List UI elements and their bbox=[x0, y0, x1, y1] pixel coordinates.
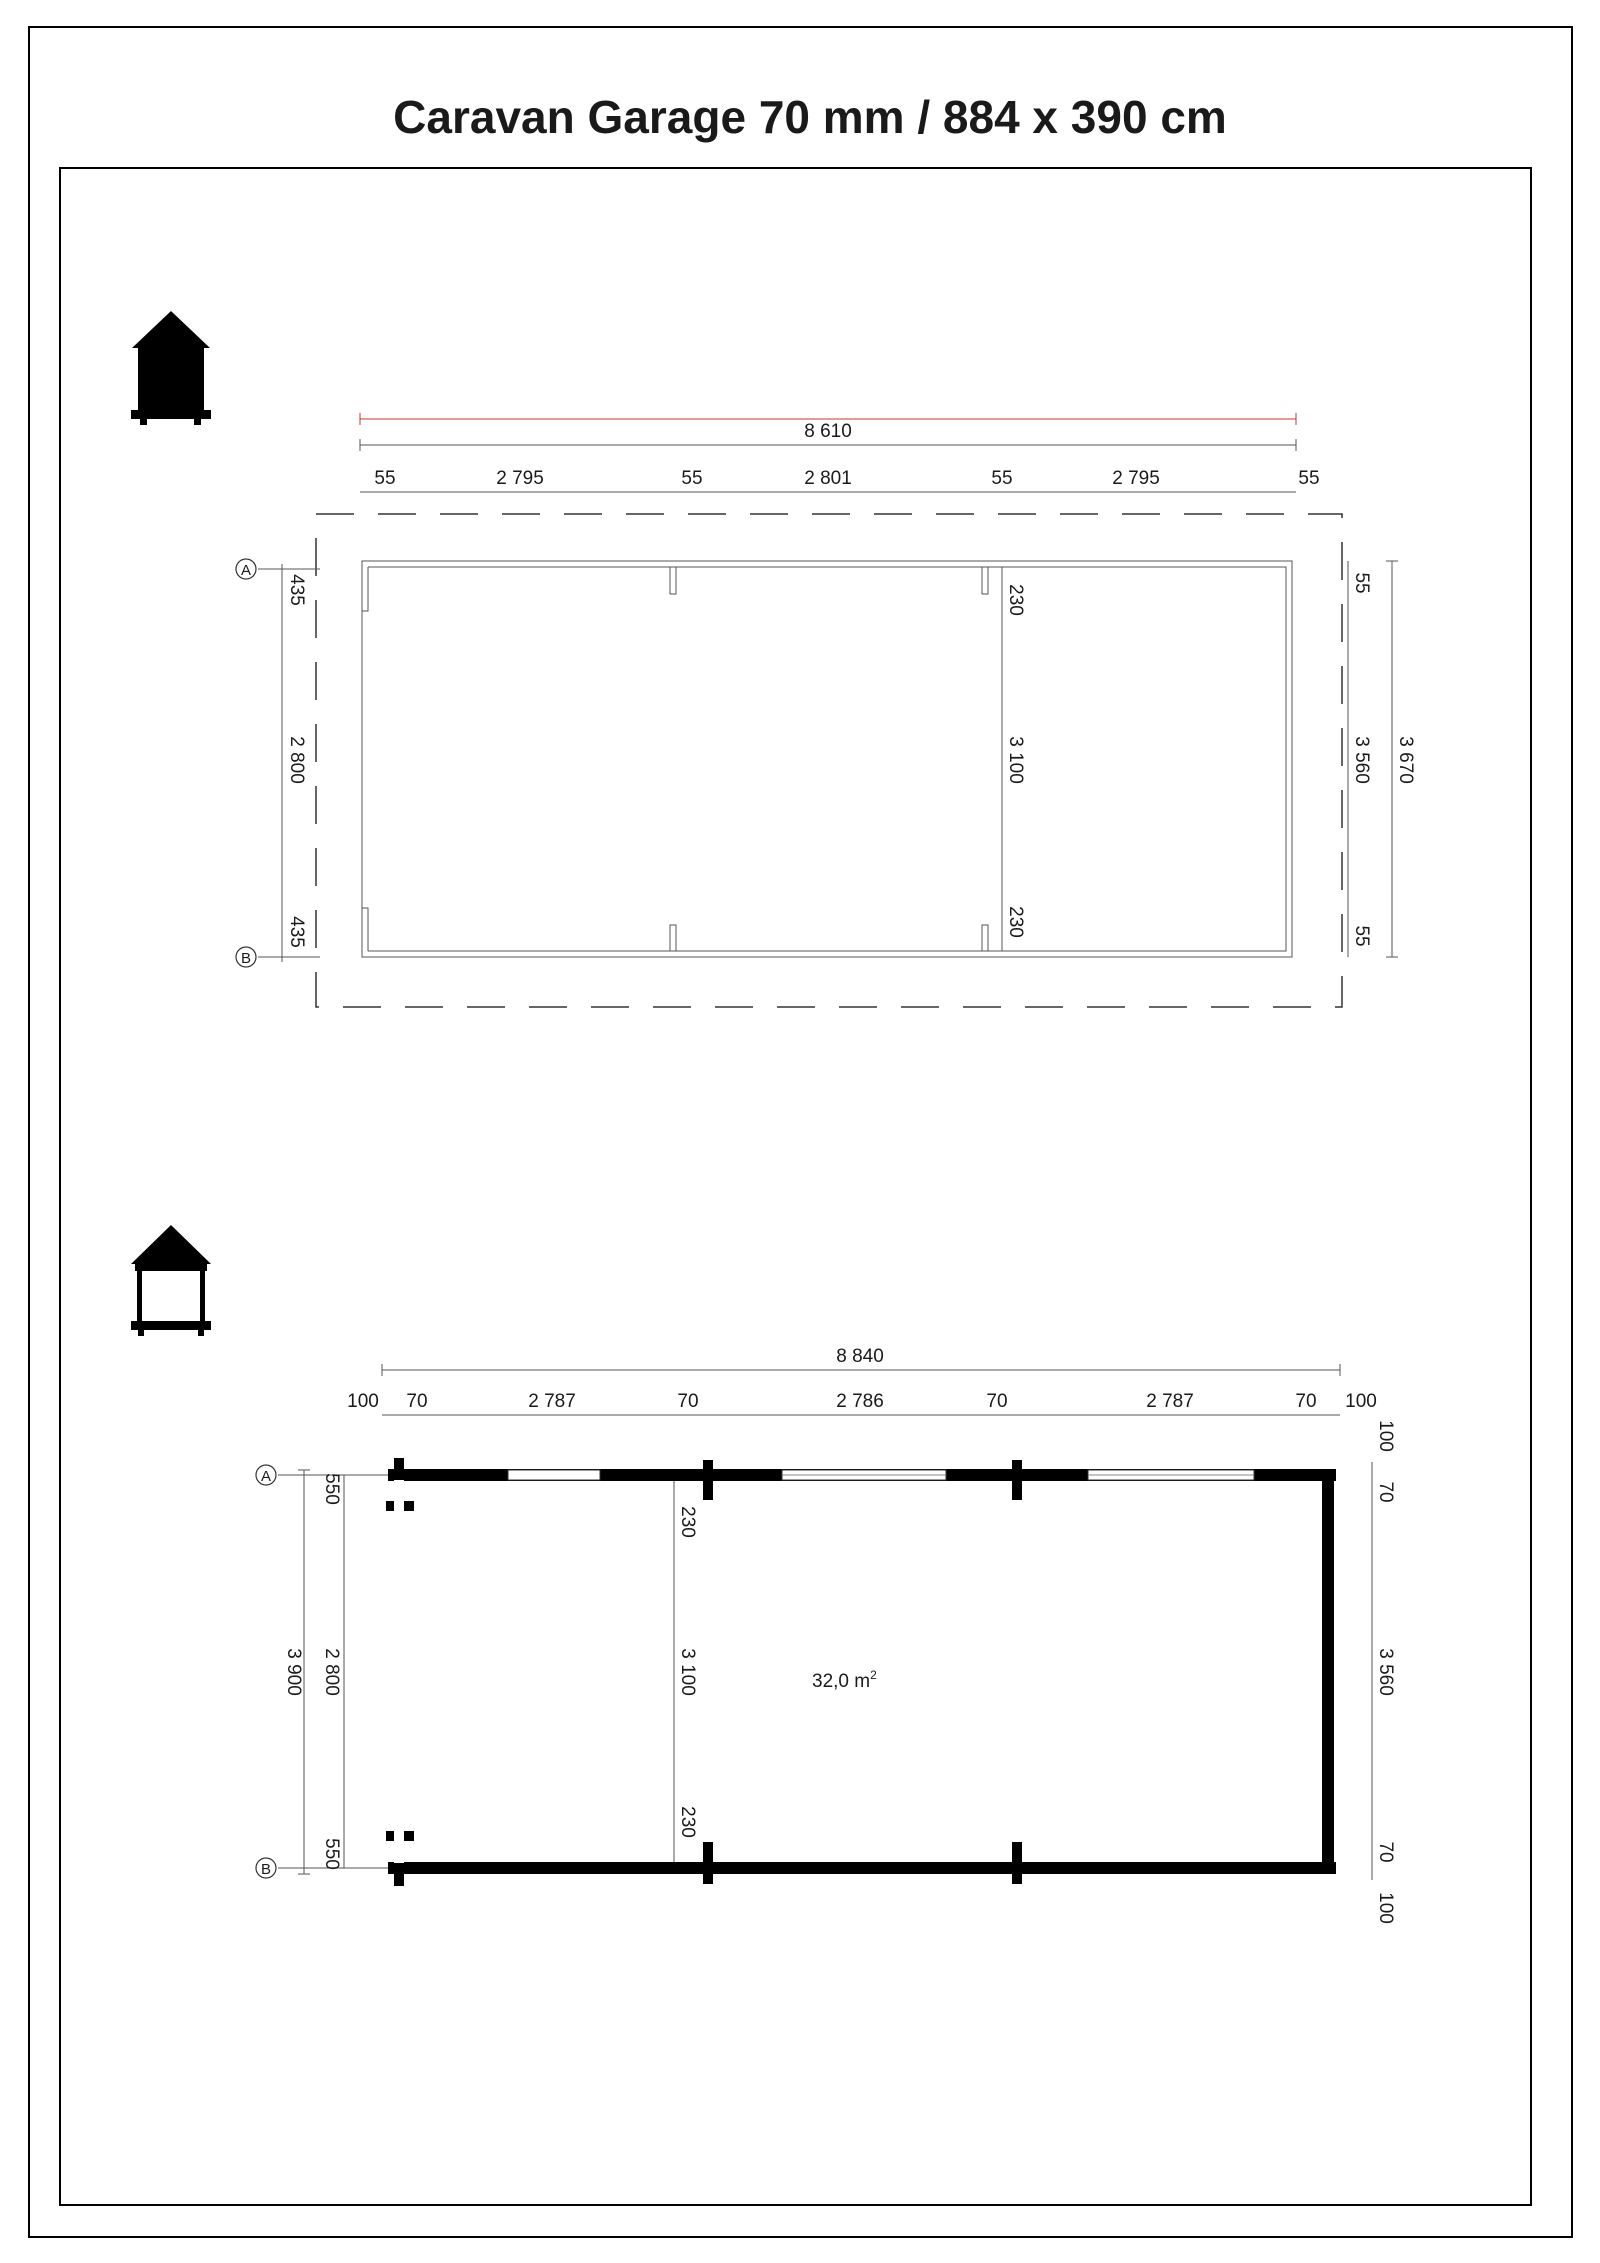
roof-inner-mid: 3 100 bbox=[1005, 736, 1026, 784]
floor-total-width: 8 840 bbox=[836, 1346, 884, 1367]
roof-grid-b: B bbox=[240, 950, 252, 967]
floor-left-mid: 2 800 bbox=[321, 1648, 342, 1696]
roof-total-width: 8 610 bbox=[804, 421, 852, 442]
page-title: Caravan Garage 70 mm / 884 x 390 cm bbox=[393, 91, 1227, 143]
house-roof-icon bbox=[131, 311, 211, 425]
floor-inner-top: 230 bbox=[677, 1506, 698, 1538]
roof-dim-6: 2 795 bbox=[1112, 468, 1160, 489]
floor-inner-bottom: 230 bbox=[677, 1806, 698, 1838]
roof-right-total: 3 670 bbox=[1395, 736, 1416, 784]
floor-dim-6: 70 bbox=[986, 1391, 1008, 1412]
floor-dim-7: 2 787 bbox=[1146, 1391, 1194, 1412]
roof-wall-outline bbox=[362, 561, 1292, 957]
roof-inner-bottom: 230 bbox=[1005, 906, 1026, 938]
floor-dim-5: 2 786 bbox=[836, 1391, 884, 1412]
floor-dim-4: 70 bbox=[677, 1391, 699, 1412]
front-opening-1 bbox=[508, 1470, 600, 1480]
outer-frame bbox=[29, 27, 1572, 2237]
roof-right-top: 55 bbox=[1351, 572, 1372, 594]
roof-outline bbox=[316, 514, 1342, 1007]
roof-dim-3: 55 bbox=[681, 468, 703, 489]
floor-dim-1: 100 bbox=[347, 1391, 379, 1412]
floor-left-bottom: 550 bbox=[321, 1838, 342, 1870]
floor-right-mid: 3 560 bbox=[1375, 1648, 1396, 1696]
floor-right-bottom-b: 100 bbox=[1375, 1892, 1396, 1924]
floor-grid-b: B bbox=[260, 1861, 272, 1878]
roof-plan bbox=[236, 421, 1416, 1007]
floor-left-top: 550 bbox=[321, 1473, 342, 1505]
roof-dim-2: 2 795 bbox=[496, 468, 544, 489]
roof-right-bottom: 55 bbox=[1351, 925, 1372, 947]
roof-right-mid: 3 560 bbox=[1351, 736, 1372, 784]
floor-plan bbox=[256, 1346, 1396, 1924]
roof-dim-4: 2 801 bbox=[804, 468, 852, 489]
roof-dim-1: 55 bbox=[374, 468, 396, 489]
roof-dim-5: 55 bbox=[991, 468, 1013, 489]
roof-dim-7: 55 bbox=[1298, 468, 1320, 489]
floor-dim-3: 2 787 bbox=[528, 1391, 576, 1412]
house-section-icon bbox=[131, 1225, 211, 1336]
floor-left-total: 3 900 bbox=[283, 1648, 304, 1696]
floor-inner-mid: 3 100 bbox=[677, 1648, 698, 1696]
floor-right-top-b: 70 bbox=[1375, 1481, 1396, 1503]
roof-inner-top: 230 bbox=[1005, 584, 1026, 616]
floor-right-top-a: 100 bbox=[1375, 1420, 1396, 1452]
floor-dim-2: 70 bbox=[406, 1391, 428, 1412]
roof-left-top: 435 bbox=[286, 574, 307, 606]
floor-dim-9: 100 bbox=[1345, 1391, 1377, 1412]
roof-left-mid: 2 800 bbox=[286, 736, 307, 784]
floor-grid-a: A bbox=[260, 1468, 272, 1485]
roof-left-bottom: 435 bbox=[286, 916, 307, 948]
floor-dim-8: 70 bbox=[1295, 1391, 1317, 1412]
roof-grid-a: A bbox=[240, 562, 252, 579]
floor-area: 32,0 $m^2$ bbox=[812, 1668, 877, 1692]
floor-right-bottom-a: 70 bbox=[1375, 1841, 1396, 1863]
